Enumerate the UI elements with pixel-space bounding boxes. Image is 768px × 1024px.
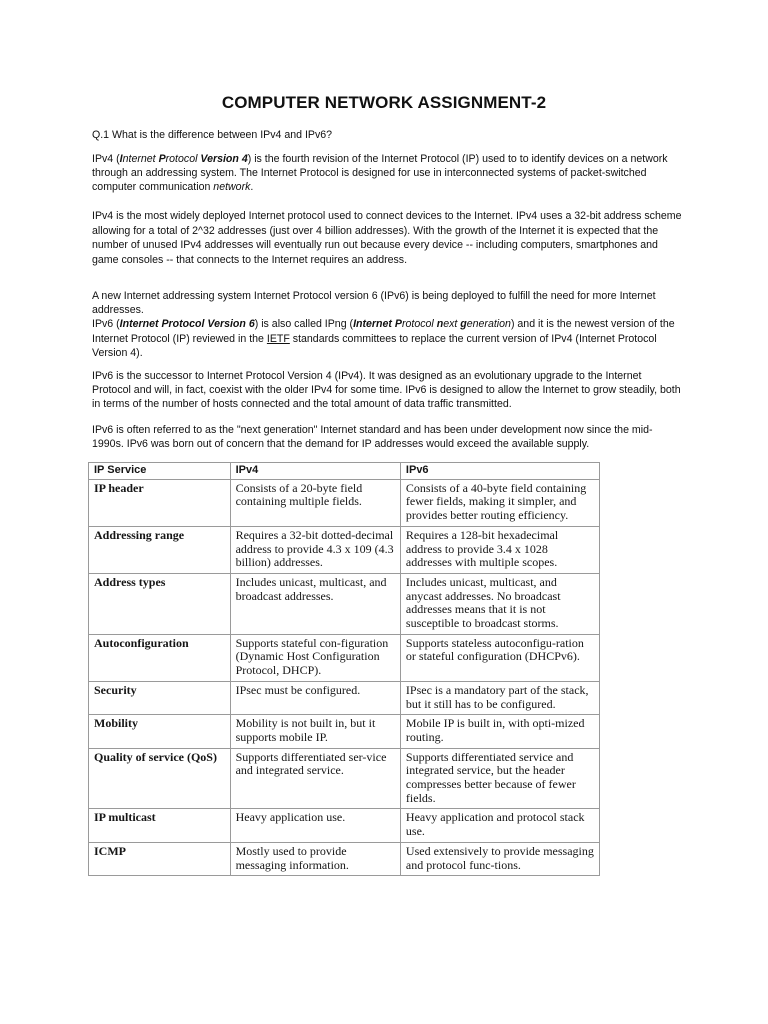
row-label: IP multicast xyxy=(89,809,231,842)
ipv6-cell: Supports stateless autoconfigu-ration or stateful configuration (DHCPv6). xyxy=(400,634,599,681)
table-row xyxy=(89,526,600,573)
ipv6-cell: Consists of a 40-byte field containing fewer fields, making it simpler, and provides better routing efficiency. xyxy=(400,479,599,526)
ipv6-cell: Used extensively to provide messaging and protocol func-tions. xyxy=(400,842,599,875)
ipv4-cell: Heavy application use. xyxy=(230,809,400,842)
table-row xyxy=(89,842,600,875)
header-ipv6: IPv6 xyxy=(400,463,599,480)
table-row xyxy=(89,573,600,634)
paragraph-ipv4-usage: IPv4 is the most widely deployed Internet protocol used to connect devices to the Internet. IPv4 uses a 32-bit address scheme allowing for a total of 2^32 addresses (just over 4 billion addresses). With the growth of the Internet it is expected that the number of unused IPv4 addresses will eventually run out because every device -- including computers, smartphones and game consoles -- that connects to the Internet requires an address. xyxy=(92,210,682,266)
row-label: IP header xyxy=(89,479,231,526)
table-row xyxy=(89,634,600,681)
question-heading: Q.1 What is the difference between IPv4 and IPv6? xyxy=(92,129,333,141)
comparison-table-image xyxy=(88,462,600,902)
ipv6-cell: IPsec is a mandatory part of the stack, but it still has to be configured. xyxy=(400,681,599,714)
table-row xyxy=(89,748,600,809)
ipv4-cell: Consists of a 20-byte field containing multiple fields. xyxy=(230,479,400,526)
paragraph-ipv6-successor: IPv6 is the successor to Internet Protocol Version 4 (IPv4). It was designed as an evolutionary upgrade to the Internet Protocol and will, in fact, coexist with the older IPv4 for some time. IPv6 is designed to allow the Internet to grow steadily, both in terms of the number of hosts connected and the total amount of data traffic transmitted. xyxy=(92,370,681,411)
paragraph-ipv6-intro: A new Internet addressing system Internet Protocol version 6 (IPv6) is being deployed to fulfill the need for more Internet addresses. IPv6 (Internet Protocol Version 6) is also called IPng (Internet Protocol next generation) and it is the newest version of the Internet Protocol (IP) reviewed in the IETF standards committees to replace the current version of IPv4 (Internet Protocol Version 4). xyxy=(92,290,675,359)
ipv4-cell: Includes unicast, multicast, and broadcast addresses. xyxy=(230,573,400,634)
ipv6-cell: Heavy application and protocol stack use. xyxy=(400,809,599,842)
header-ip-service: IP Service xyxy=(89,463,231,480)
table-row xyxy=(89,681,600,714)
table-row xyxy=(89,809,600,842)
paragraph-ipv6-next-generation: IPv6 is often referred to as the "next generation" Internet standard and has been under development now since the mid-1990s. IPv6 was born out of concern that the demand for IP addresses would exceed the available supply. xyxy=(92,424,653,451)
header-ipv4: IPv4 xyxy=(230,463,400,480)
row-label: Quality of service (QoS) xyxy=(89,748,231,809)
table-row xyxy=(89,479,600,526)
table-header-row xyxy=(89,463,600,480)
row-label: Mobility xyxy=(89,715,231,748)
row-label: Autoconfiguration xyxy=(89,634,231,681)
ipv4-cell: Mobility is not built in, but it supports mobile IP. xyxy=(230,715,400,748)
ipv4-cell: Mostly used to provide messaging information. xyxy=(230,842,400,875)
ipv4-cell: Supports differentiated ser-vice and integrated service. xyxy=(230,748,400,809)
ipv6-cell: Supports differentiated service and integrated service, but the header compresses better because of fewer fields. xyxy=(400,748,599,809)
document-title: COMPUTER NETWORK ASSIGNMENT-2 xyxy=(221,93,547,112)
row-label: ICMP xyxy=(89,842,231,875)
ipv6-cell: Requires a 128-bit hexadecimal address to provide 3.4 x 1028 addresses with multiple scopes. xyxy=(400,526,599,573)
ietf-link[interactable]: IETF xyxy=(266,332,290,345)
ipv6-cell: Includes unicast, multicast, and anycast addresses. No broadcast addresses means that it is not susceptible to broadcast storms. xyxy=(400,573,599,634)
ipv6-cell: Mobile IP is built in, with opti-mized routing. xyxy=(400,715,599,748)
ipv4-cell: Requires a 32-bit dotted-decimal address to provide 4.3 x 109 (4.3 billion) addresses. xyxy=(230,526,400,573)
ipv4-ipv6-comparison-table xyxy=(88,462,600,876)
ipv4-cell: IPsec must be configured. xyxy=(230,681,400,714)
ipv4-cell: Supports stateful con-figuration (Dynamic Host Configuration Protocol, DHCP). xyxy=(230,634,400,681)
row-label: Security xyxy=(89,681,231,714)
table-row xyxy=(89,715,600,748)
row-label: Address types xyxy=(89,573,231,634)
paragraph-ipv4-definition: IPv4 (Internet Protocol Version 4) is the fourth revision of the Internet Protocol (IP) used to to identify devices on a network through an addressing system. The Internet Protocol is designed for use in interconnected systems of packet-switched computer communication network. xyxy=(92,153,668,194)
row-label: Addressing range xyxy=(89,526,231,573)
